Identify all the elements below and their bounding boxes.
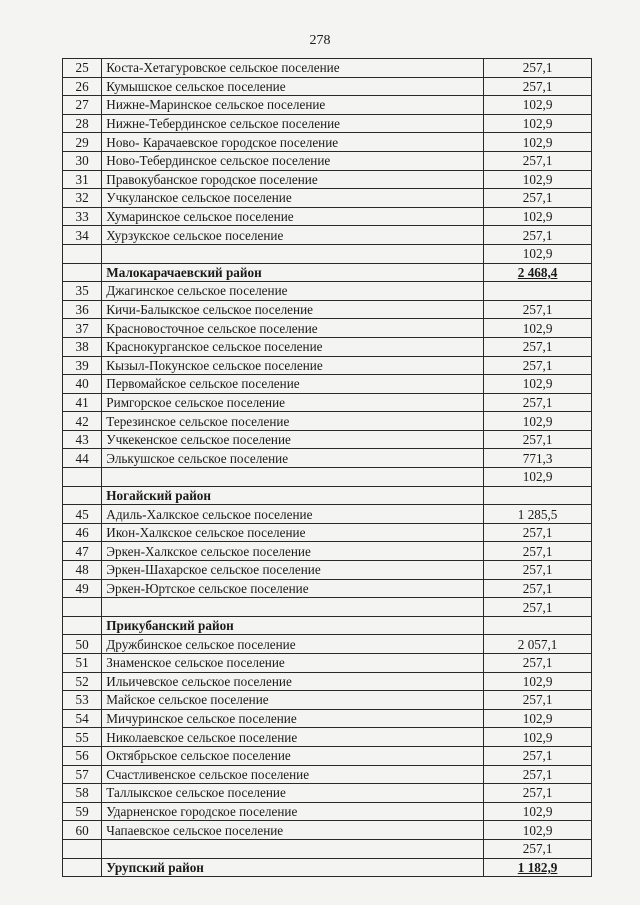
amount-cell: 771,3 bbox=[484, 449, 592, 468]
settlement-name: Ново- Карачаевское городское поселение bbox=[102, 133, 484, 152]
row-number: 28 bbox=[63, 114, 102, 133]
table-row bbox=[63, 114, 592, 133]
row-number: 55 bbox=[63, 728, 102, 747]
settlement-name: Адиль-Халкское сельское поселение bbox=[102, 505, 484, 524]
settlement-name: Мичуринское сельское поселение bbox=[102, 709, 484, 728]
amount-cell: 102,9 bbox=[484, 207, 592, 226]
row-number: 42 bbox=[63, 412, 102, 431]
row-number: 27 bbox=[63, 96, 102, 115]
amount-cell: 257,1 bbox=[484, 337, 592, 356]
row-number: 48 bbox=[63, 561, 102, 580]
amount-cell: 102,9 bbox=[484, 728, 592, 747]
amount-cell bbox=[484, 486, 592, 505]
settlement-name: Правокубанское городское поселение bbox=[102, 170, 484, 189]
amount-cell: 102,9 bbox=[484, 133, 592, 152]
amount-cell bbox=[484, 282, 592, 301]
amount-cell: 102,9 bbox=[484, 802, 592, 821]
amount-cell: 102,9 bbox=[484, 672, 592, 691]
amount-cell: 102,9 bbox=[484, 244, 592, 263]
amount-cell: 257,1 bbox=[484, 356, 592, 375]
row-number: 59 bbox=[63, 802, 102, 821]
table-row bbox=[63, 226, 592, 245]
table-row bbox=[63, 691, 592, 710]
amount-cell: 257,1 bbox=[484, 765, 592, 784]
table-row bbox=[63, 412, 592, 431]
table-row bbox=[63, 151, 592, 170]
settlement-name: Кумышское сельское поселение bbox=[102, 77, 484, 96]
district-row bbox=[63, 263, 592, 282]
row-number: 38 bbox=[63, 337, 102, 356]
row-number: 32 bbox=[63, 189, 102, 208]
amount-cell: 102,9 bbox=[484, 96, 592, 115]
settlement-name: Ильичевское сельское поселение bbox=[102, 672, 484, 691]
amount-cell: 1 285,5 bbox=[484, 505, 592, 524]
table-row bbox=[63, 579, 592, 598]
table-row bbox=[63, 765, 592, 784]
table-row bbox=[63, 672, 592, 691]
table-row bbox=[63, 189, 592, 208]
amount-cell: 257,1 bbox=[484, 226, 592, 245]
amount-cell: 257,1 bbox=[484, 561, 592, 580]
row-number bbox=[63, 598, 102, 617]
settlement-name: Чапаевское сельское поселение bbox=[102, 821, 484, 840]
amount-cell: 102,9 bbox=[484, 821, 592, 840]
table-row bbox=[63, 449, 592, 468]
row-number: 39 bbox=[63, 356, 102, 375]
row-number: 43 bbox=[63, 430, 102, 449]
settlement-name: Джагинское сельское поселение bbox=[102, 282, 484, 301]
settlement-name: Таллыкское сельское поселение bbox=[102, 784, 484, 803]
amount-cell: 257,1 bbox=[484, 654, 592, 673]
row-number: 46 bbox=[63, 523, 102, 542]
row-number bbox=[63, 263, 102, 282]
row-number: 60 bbox=[63, 821, 102, 840]
row-number bbox=[63, 244, 102, 263]
settlement-name: Икон-Халкское сельское поселение bbox=[102, 523, 484, 542]
settlement-name: Элькушское сельское поселение bbox=[102, 449, 484, 468]
amount-cell: 102,9 bbox=[484, 709, 592, 728]
amount-cell: 102,9 bbox=[484, 170, 592, 189]
row-number bbox=[63, 468, 102, 487]
amount-cell: 257,1 bbox=[484, 189, 592, 208]
table-row bbox=[63, 59, 592, 78]
table-row bbox=[63, 709, 592, 728]
amount-cell: 257,1 bbox=[484, 77, 592, 96]
row-number: 33 bbox=[63, 207, 102, 226]
settlement-name: Нижне-Тебердинское сельское поселение bbox=[102, 114, 484, 133]
row-number: 58 bbox=[63, 784, 102, 803]
table-row bbox=[63, 170, 592, 189]
row-number: 40 bbox=[63, 375, 102, 394]
amount-cell: 257,1 bbox=[484, 59, 592, 78]
table-row bbox=[63, 244, 592, 263]
row-number bbox=[63, 858, 102, 877]
table-row bbox=[63, 468, 592, 487]
settlement-name: Ново-Тебердинское сельское поселение bbox=[102, 151, 484, 170]
settlement-name: Урупский район bbox=[102, 858, 484, 877]
settlement-name: Учкуланское сельское поселение bbox=[102, 189, 484, 208]
table-row bbox=[63, 393, 592, 412]
table-row bbox=[63, 839, 592, 858]
district-row bbox=[63, 486, 592, 505]
amount-cell bbox=[484, 616, 592, 635]
amount-cell: 102,9 bbox=[484, 319, 592, 338]
table-row bbox=[63, 337, 592, 356]
settlement-name: Майское сельское поселение bbox=[102, 691, 484, 710]
table-row bbox=[63, 96, 592, 115]
row-number: 41 bbox=[63, 393, 102, 412]
settlement-name: Нижне-Маринское сельское поселение bbox=[102, 96, 484, 115]
district-row bbox=[63, 616, 592, 635]
row-number: 34 bbox=[63, 226, 102, 245]
amount-cell: 257,1 bbox=[484, 542, 592, 561]
amount-cell: 2 057,1 bbox=[484, 635, 592, 654]
settlement-name: Николаевское сельское поселение bbox=[102, 728, 484, 747]
settlement-name: Хумаринское сельское поселение bbox=[102, 207, 484, 226]
row-number bbox=[63, 486, 102, 505]
settlement-name: Ударненское городское поселение bbox=[102, 802, 484, 821]
table-row bbox=[63, 523, 592, 542]
settlement-name: Октябрьское сельское поселение bbox=[102, 746, 484, 765]
row-number: 57 bbox=[63, 765, 102, 784]
amount-cell: 257,1 bbox=[484, 393, 592, 412]
row-number: 54 bbox=[63, 709, 102, 728]
settlement-name: Эркен-Халкское сельское поселение bbox=[102, 542, 484, 561]
row-number: 52 bbox=[63, 672, 102, 691]
table-row bbox=[63, 505, 592, 524]
table-row bbox=[63, 561, 592, 580]
table-row bbox=[63, 356, 592, 375]
row-number: 44 bbox=[63, 449, 102, 468]
settlement-name: Кызыл-Покунское сельское поселение bbox=[102, 356, 484, 375]
settlement-name: Прикубанский район bbox=[102, 616, 484, 635]
settlement-name: Счастливенское сельское поселение bbox=[102, 765, 484, 784]
settlement-name: Эркен-Юртское сельское поселение bbox=[102, 579, 484, 598]
settlement-name: Хурзукское сельское поселение bbox=[102, 226, 484, 245]
settlement-name: Краснокурганское сельское поселение bbox=[102, 337, 484, 356]
settlement-name: Ногайский район bbox=[102, 486, 484, 505]
table-row bbox=[63, 375, 592, 394]
table-row bbox=[63, 728, 592, 747]
table-row bbox=[63, 802, 592, 821]
amount-cell: 1 182,9 bbox=[484, 858, 592, 877]
row-number: 51 bbox=[63, 654, 102, 673]
table-row bbox=[63, 784, 592, 803]
settlement-name: Знаменское сельское поселение bbox=[102, 654, 484, 673]
amount-cell: 257,1 bbox=[484, 839, 592, 858]
table-row bbox=[63, 821, 592, 840]
settlement-name: Римгорское сельское поселение bbox=[102, 393, 484, 412]
page-number: 278 bbox=[309, 33, 331, 48]
district-row bbox=[63, 858, 592, 877]
table-row bbox=[63, 300, 592, 319]
row-number: 25 bbox=[63, 59, 102, 78]
table-row bbox=[63, 319, 592, 338]
row-number: 45 bbox=[63, 505, 102, 524]
amount-cell: 257,1 bbox=[484, 691, 592, 710]
settlement-name: Кичи-Балыкское сельское поселение bbox=[102, 300, 484, 319]
row-number: 29 bbox=[63, 133, 102, 152]
amount-cell: 257,1 bbox=[484, 746, 592, 765]
settlement-name: Терезинское сельское поселение bbox=[102, 412, 484, 431]
settlement-name: Коста-Хетагуровское сельское поселение bbox=[102, 59, 484, 78]
row-number: 31 bbox=[63, 170, 102, 189]
table-row bbox=[63, 282, 592, 301]
amount-cell: 257,1 bbox=[484, 579, 592, 598]
row-number: 50 bbox=[63, 635, 102, 654]
settlement-name: Дружбинское сельское поселение bbox=[102, 635, 484, 654]
table-row bbox=[63, 430, 592, 449]
amount-cell: 102,9 bbox=[484, 375, 592, 394]
settlement-name: Эркен-Шахарское сельское поселение bbox=[102, 561, 484, 580]
amount-cell: 257,1 bbox=[484, 784, 592, 803]
amount-cell: 257,1 bbox=[484, 523, 592, 542]
table-row bbox=[63, 207, 592, 226]
table-row bbox=[63, 635, 592, 654]
table-row bbox=[63, 746, 592, 765]
row-number: 30 bbox=[63, 151, 102, 170]
table-body bbox=[63, 59, 592, 877]
row-number: 49 bbox=[63, 579, 102, 598]
table-row bbox=[63, 77, 592, 96]
row-number: 53 bbox=[63, 691, 102, 710]
table-row bbox=[63, 133, 592, 152]
settlement-name bbox=[102, 598, 484, 617]
settlement-name bbox=[102, 244, 484, 263]
settlement-name: Первомайское сельское поселение bbox=[102, 375, 484, 394]
table-row bbox=[63, 598, 592, 617]
amount-cell: 257,1 bbox=[484, 430, 592, 449]
row-number: 37 bbox=[63, 319, 102, 338]
settlement-name: Красновосточное сельское поселение bbox=[102, 319, 484, 338]
row-number: 36 bbox=[63, 300, 102, 319]
amount-cell: 102,9 bbox=[484, 468, 592, 487]
row-number: 35 bbox=[63, 282, 102, 301]
table-row bbox=[63, 542, 592, 561]
row-number: 26 bbox=[63, 77, 102, 96]
settlement-name: Малокарачаевский район bbox=[102, 263, 484, 282]
settlement-name: Учкекенское сельское поселение bbox=[102, 430, 484, 449]
row-number bbox=[63, 839, 102, 858]
settlement-name bbox=[102, 468, 484, 487]
amount-cell: 2 468,4 bbox=[484, 263, 592, 282]
amount-cell: 102,9 bbox=[484, 412, 592, 431]
table-row bbox=[63, 654, 592, 673]
allocation-table bbox=[62, 58, 592, 877]
amount-cell: 257,1 bbox=[484, 151, 592, 170]
row-number: 47 bbox=[63, 542, 102, 561]
row-number: 56 bbox=[63, 746, 102, 765]
row-number bbox=[63, 616, 102, 635]
amount-cell: 257,1 bbox=[484, 598, 592, 617]
settlement-name bbox=[102, 839, 484, 858]
amount-cell: 102,9 bbox=[484, 114, 592, 133]
amount-cell: 257,1 bbox=[484, 300, 592, 319]
